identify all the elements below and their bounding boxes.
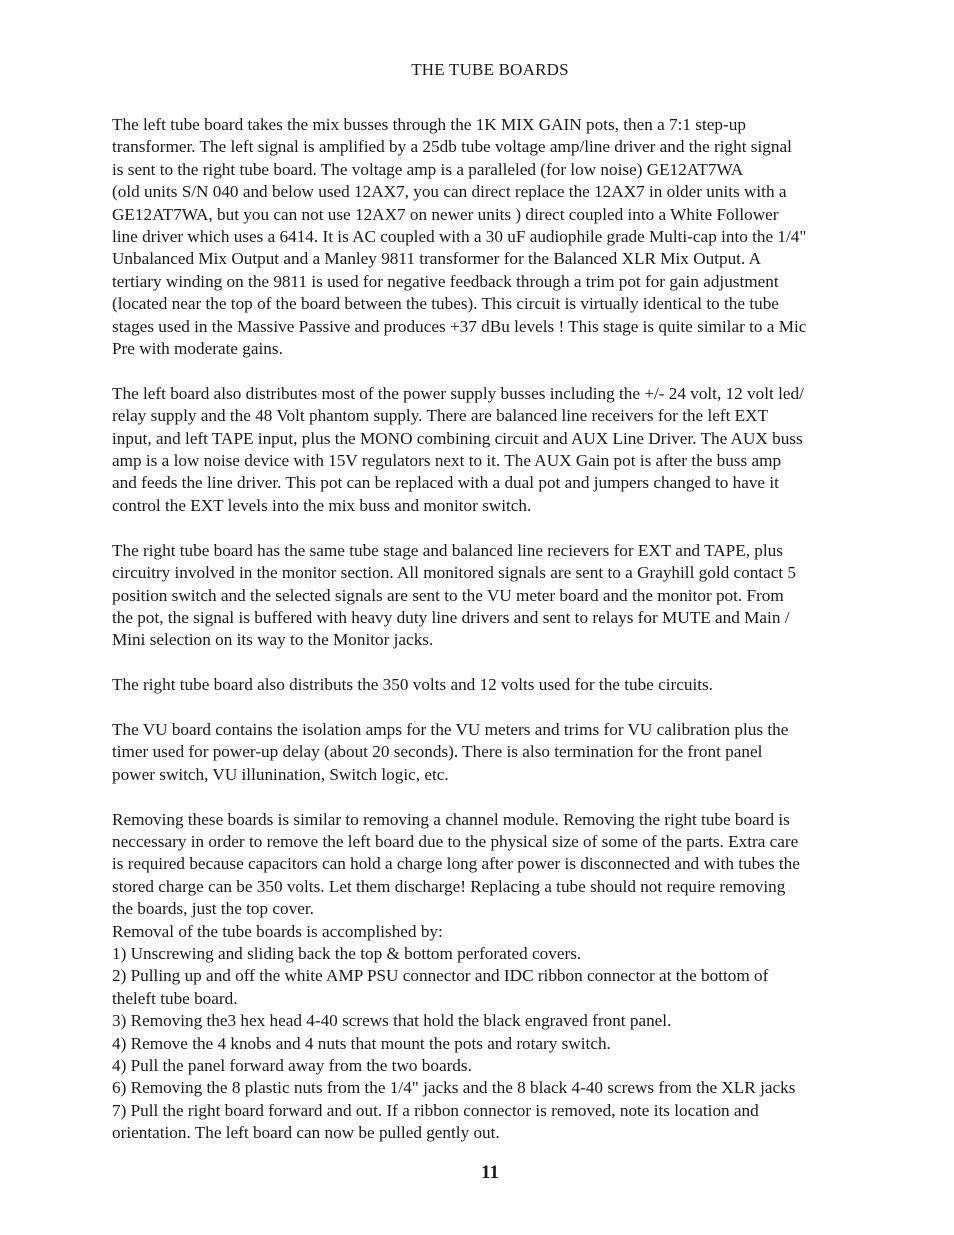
text-line: The right tube board has the same tube stage and balanced line recievers for EXT and TAPE, plus: [112, 540, 783, 560]
text-line: and feeds the line driver. This pot can be replaced with a dual pot and jumpers changed to have it: [112, 473, 779, 493]
text-line: circuitry involved in the monitor section. All monitored signals are sent to a Grayhill gold contact 5: [112, 563, 797, 583]
removal-lead: Removal of the tube boards is accomplished by:: [112, 921, 443, 941]
text-line: the pot, the signal is buffered with heavy duty line drivers and sent to relays for MUTE and Main /: [112, 607, 790, 627]
text-line: power switch, VU illunination, Switch logic, etc.: [112, 764, 449, 784]
text-line: the boards, just the top cover.: [112, 899, 314, 919]
text-line: The VU board contains the isolation amps for the VU meters and trims for VU calibration plus the: [112, 719, 789, 739]
text-line: relay supply and the 48 Volt phantom supply. There are balanced line receivers for the left EXT: [112, 406, 769, 426]
removal-step: 1) Unscrewing and sliding back the top & bottom perforated covers.: [112, 943, 582, 963]
text-line: neccessary in order to remove the left board due to the physical size of some of the parts. Extra care: [112, 831, 799, 851]
text-line: stages used in the Massive Passive and produces +37 dBu levels ! This stage is quite similar to a Mic: [112, 316, 807, 336]
removal-step: 3) Removing the3 hex head 4-40 screws that hold the black engraved front panel.: [112, 1011, 672, 1031]
removal-step: theleft tube board.: [112, 988, 238, 1008]
paragraph-vu-board: [112, 719, 874, 786]
text-line: input, and left TAPE input, plus the MONO combining circuit and AUX Line Driver. The AUX buss: [112, 428, 803, 448]
removal-step: orientation. The left board can now be pulled gently out.: [112, 1123, 500, 1143]
paragraph-right-board-voltages: [112, 674, 874, 696]
removal-section: [112, 809, 874, 1145]
removal-step: 2) Pulling up and off the white AMP PSU connector and IDC ribbon connector at the bottom of: [112, 966, 769, 986]
text-line: position switch and the selected signals are sent to the VU meter board and the monitor pot. From: [112, 585, 784, 605]
text-line: tertiary winding on the 9811 is used for negative feedback through a trim pot for gain adjustment: [112, 271, 779, 291]
text-line: (located near the top of the board between the tubes). This circuit is virtually identical to the tube: [112, 294, 779, 314]
text-line: Pre with moderate gains.: [112, 339, 283, 359]
page-title: THE TUBE BOARDS: [411, 60, 569, 79]
text-line: The right tube board also distributs the 350 volts and 12 volts used for the tube circuits.: [112, 675, 713, 695]
text-line: GE12AT7WA, but you can not use 12AX7 on newer units ) direct coupled into a White Follower: [112, 204, 779, 224]
removal-step: 4) Pull the panel forward away from the two boards.: [112, 1055, 472, 1075]
page-number: 11: [481, 1162, 499, 1183]
text-line: The left tube board takes the mix busses through the 1K MIX GAIN pots, then a 7:1 step-up: [112, 115, 746, 134]
text-line: timer used for power-up delay (about 20 seconds). There is also termination for the front panel: [112, 742, 763, 762]
text-line: Removing these boards is similar to removing a channel module. Removing the right tube board is: [112, 809, 790, 829]
text-line: line driver which uses a 6414. It is AC coupled with a 30 uF audiophile grade Multi-cap into the 1/4": [112, 227, 807, 247]
text-line: is required because capacitors can hold a charge long after power is disconnected and with tubes the: [112, 854, 800, 874]
text-line: Mini selection on its way to the Monitor jacks.: [112, 630, 434, 650]
text-line: is sent to the right tube board. The voltage amp is a paralleled (for low noise) GE12AT7WA: [112, 159, 744, 179]
removal-step: 6) Removing the 8 plastic nuts from the 1/4" jacks and the 8 black 4-40 screws from the XLR jacks: [112, 1078, 796, 1098]
text-line: The left board also distributes most of the power supply busses including the +/- 24 volt, 12 volt led/: [112, 383, 804, 403]
text-line: control the EXT levels into the mix buss and monitor switch.: [112, 495, 532, 515]
paragraph-left-board-power: [112, 383, 874, 517]
paragraph-left-tube-board: [112, 114, 874, 360]
text-line: Unbalanced Mix Output and a Manley 9811 transformer for the Balanced XLR Mix Output. A: [112, 249, 761, 269]
removal-step: 4) Remove the 4 knobs and 4 nuts that mount the pots and rotary switch.: [112, 1033, 611, 1053]
text-line: (old units S/N 040 and below used 12AX7, you can direct replace the 12AX7 in older units with a: [112, 182, 787, 202]
text-line: stored charge can be 350 volts. Let them discharge! Replacing a tube should not require removing: [112, 876, 786, 896]
text-line: amp is a low noise device with 15V regulators next to it. The AUX Gain pot is after the buss amp: [112, 451, 782, 471]
text-line: transformer. The left signal is amplified by a 25db tube voltage amp/line driver and the right signal: [112, 137, 792, 157]
paragraph-right-tube-board: [112, 540, 874, 652]
document-body: [112, 114, 874, 1145]
removal-step: 7) Pull the right board forward and out. If a ribbon connector is removed, note its location and: [112, 1100, 759, 1120]
